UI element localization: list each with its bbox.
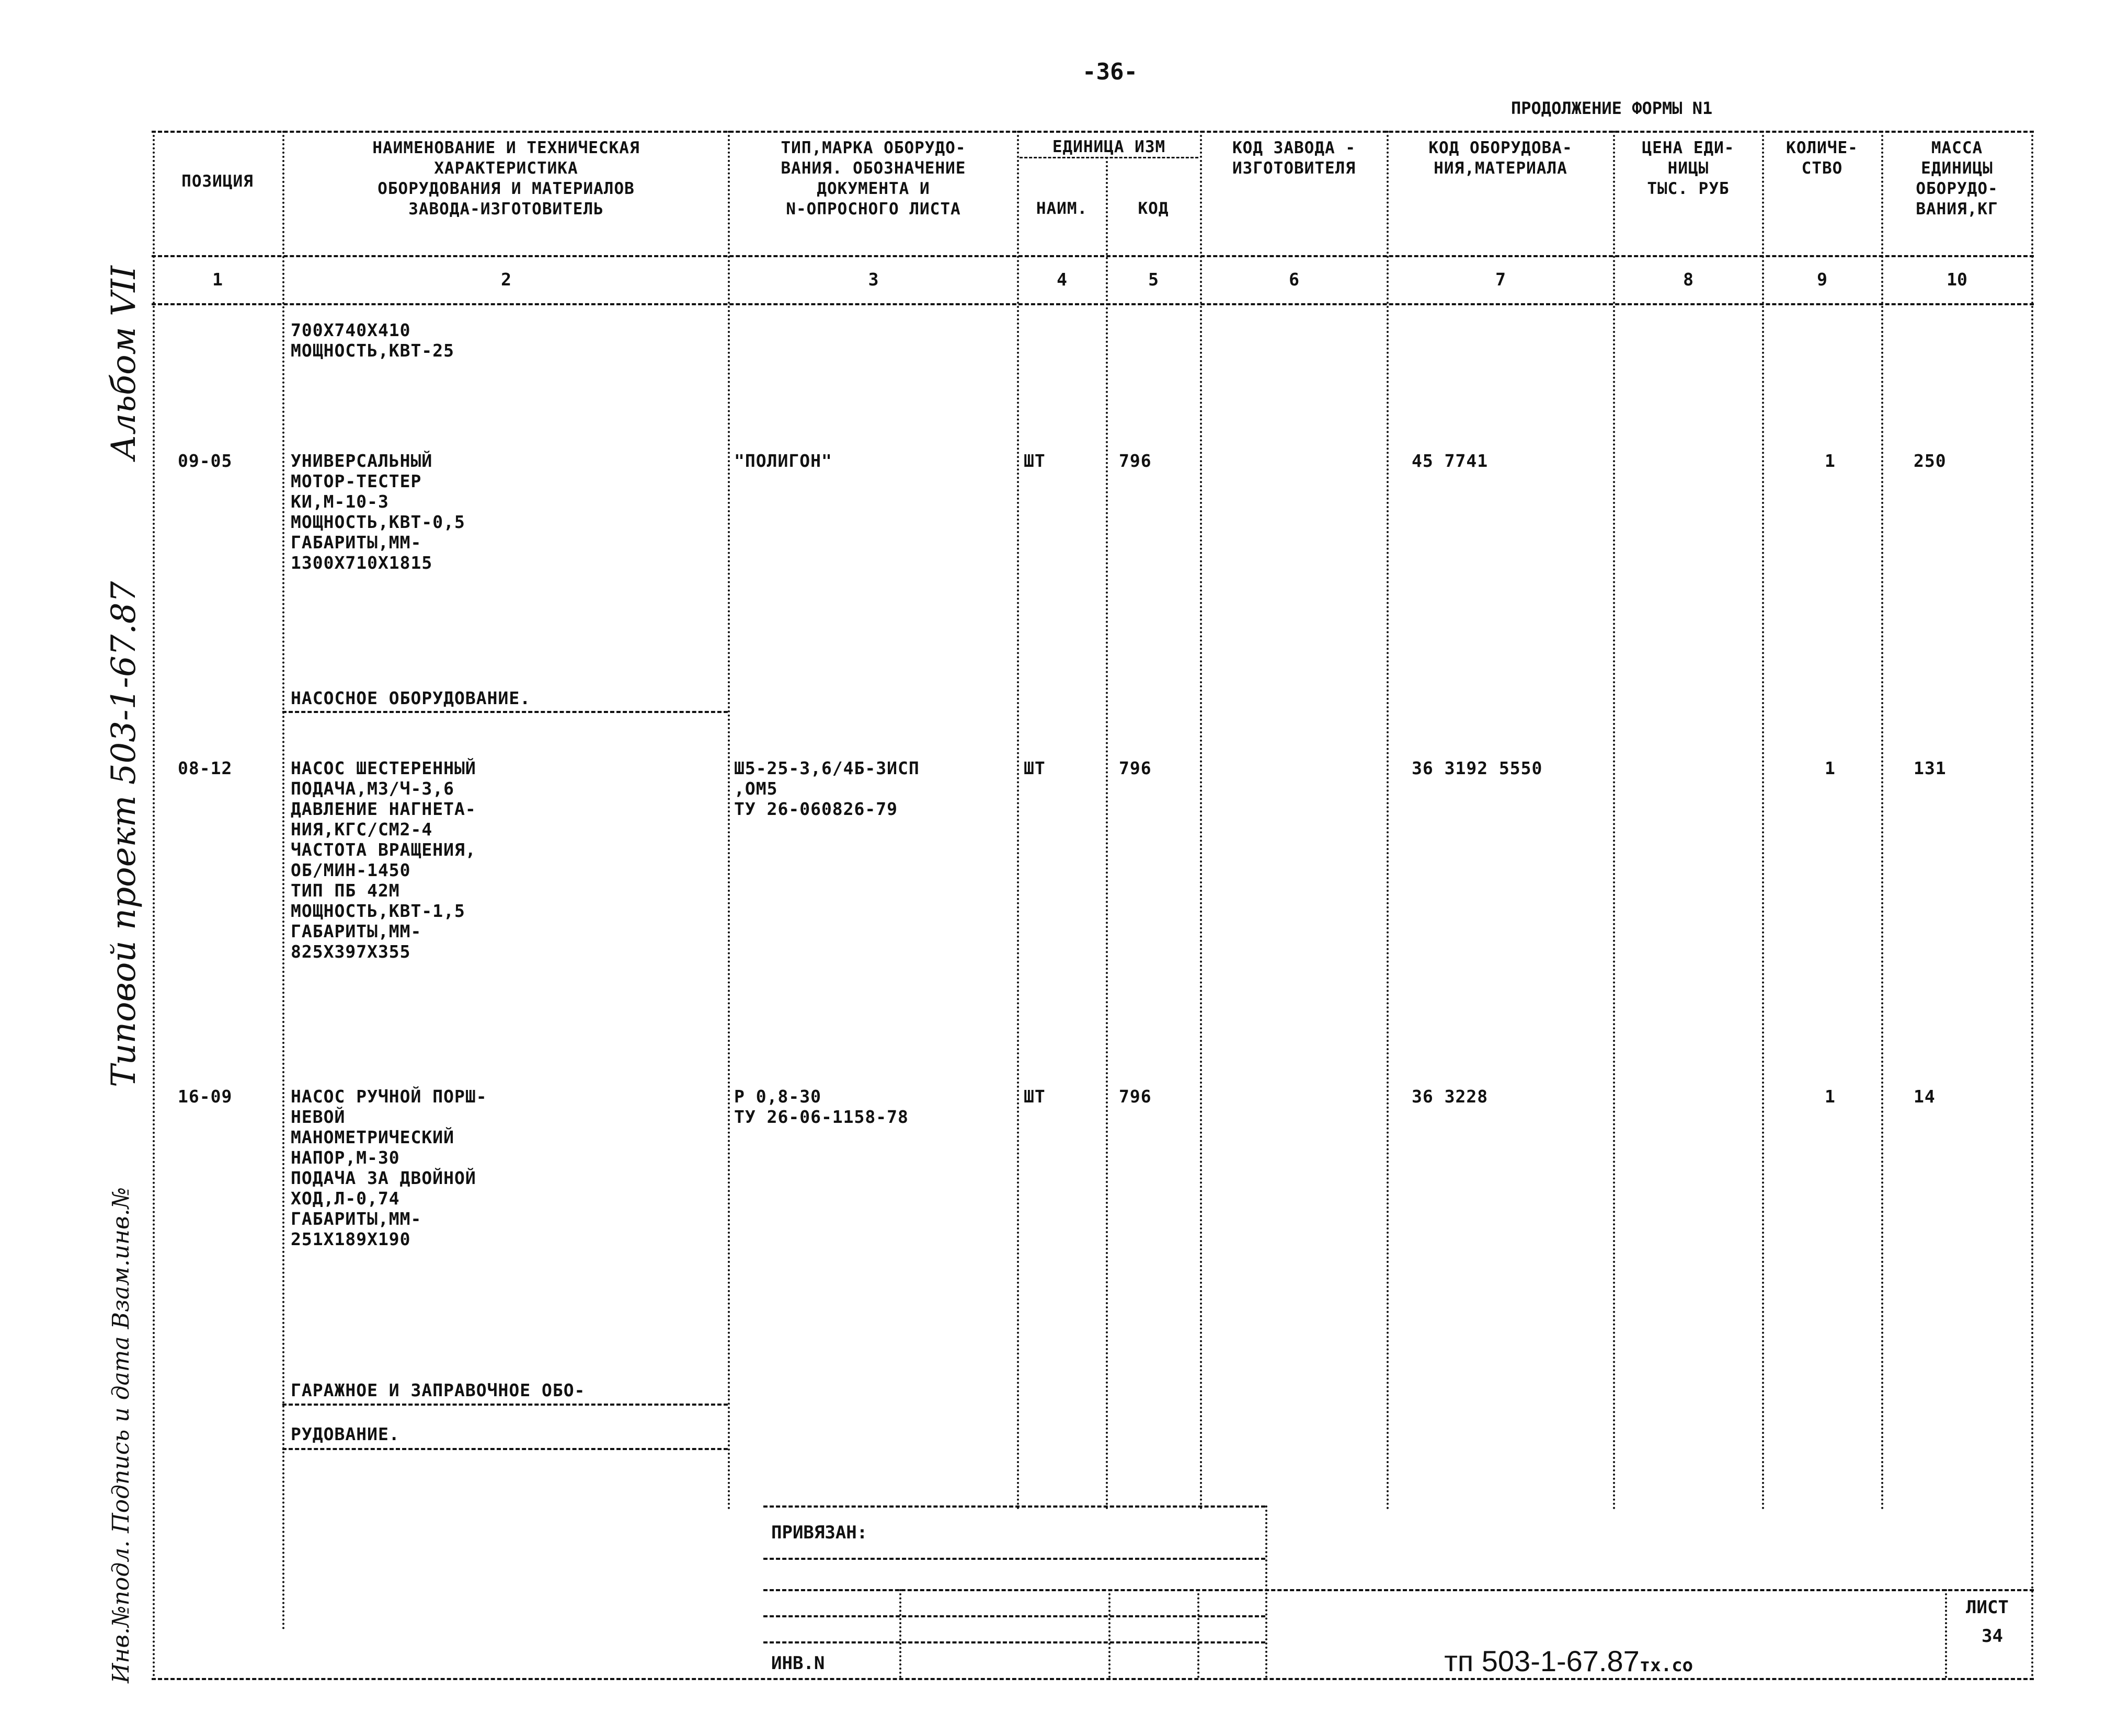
header-type: ТИП,МАРКА ОБОРУДО- ВАНИЯ. ОБОЗНАЧЕНИЕ ДОКУМЕНТА И N-ОПРОСНОГО ЛИСТА [781, 139, 966, 219]
col-num: 4 [1057, 269, 1067, 290]
header-factory-code: КОД ЗАВОДА - ИЗГОТОВИТЕЛЯ [1232, 139, 1356, 178]
side-album: Альбом VII [105, 266, 143, 460]
side-project: Типовой проект 503-1-67.87 [105, 581, 143, 1087]
header-unit-name: НАИМ. [1036, 199, 1088, 218]
page-number: -36- [1082, 59, 1138, 85]
item-name: НАСОС РУЧНОЙ ПОРШ- НЕВОЙ МАНОМЕТРИЧЕСКИЙ НАПОР,М-30 ПОДАЧА ЗА ДВОЙНОЙ ХОД,Л-0,74 ГАБАРИТЫ,ММ- 251X189X190 [291, 1086, 487, 1249]
stamp-linked: ПРИВЯЗАН: [771, 1522, 868, 1543]
sheet-code-main: тп 503-1-67.87 [1444, 1645, 1640, 1677]
sheet-code [1412, 1610, 1693, 1712]
item-type: "ПОЛИГОН" [734, 451, 832, 471]
sheet-number: 34 [1982, 1626, 2003, 1647]
section-title-cont: РУДОВАНИЕ. [291, 1424, 400, 1444]
col-num: 3 [868, 269, 879, 290]
item-equipment-code: 45 7741 [1412, 451, 1489, 471]
col-num: 1 [212, 269, 223, 290]
item-unit: ШТ [1024, 451, 1046, 471]
col-num: 9 [1817, 269, 1827, 290]
col-num: 2 [501, 269, 511, 290]
continuation-label: ПРОДОЛЖЕНИЕ ФОРМЫ N1 [1511, 98, 1713, 118]
sheet-label: ЛИСТ [1966, 1597, 2009, 1618]
item-equipment-code: 36 3228 [1412, 1086, 1489, 1107]
item-mass: 250 [1914, 451, 1947, 471]
sheet-code-suffix: тх.со [1639, 1655, 1693, 1676]
item-mass: 131 [1914, 758, 1947, 778]
col-num: 7 [1495, 269, 1506, 290]
section-title: ГАРАЖНОЕ И ЗАПРАВОЧНОЕ ОБО- [291, 1380, 586, 1400]
item-position: 09-05 [178, 451, 233, 471]
header-quantity: КОЛИЧЕ- СТВО [1786, 139, 1858, 178]
header-mass: МАССА ЕДИНИЦЫ ОБОРУДО- ВАНИЯ,КГ [1916, 139, 1998, 219]
item-quantity: 1 [1825, 451, 1836, 471]
item-type: Ш5-25-3,6/4Б-3ИСП ,ОМ5 ТУ 26-060826-79 [734, 758, 920, 819]
col-num: 5 [1148, 269, 1159, 290]
item-position: 16-09 [178, 1086, 233, 1107]
item-unit-code: 796 [1119, 1086, 1152, 1107]
item-unit-code: 796 [1119, 451, 1152, 471]
section-title: НАСОСНОЕ ОБОРУДОВАНИЕ. [291, 688, 531, 708]
item-name: НАСОС ШЕСТЕРЕННЫЙ ПОДАЧА,М3/Ч-3,6 ДАВЛЕНИЕ НАГНЕТА- НИЯ,КГС/СМ2-4 ЧАСТОТА ВРАЩЕНИЯ, ОБ/МИН-1450 ТИП ПБ 42М МОЩНОСТЬ,КВТ-1,5 ГАБАРИТЫ,ММ- 825X397X355 [291, 758, 476, 962]
side-stamp-fields: Инв.№подл. Подпись и дата Взам.инв.№ [108, 1187, 134, 1683]
item-unit: ШТ [1024, 758, 1046, 778]
col-num: 6 [1289, 269, 1299, 290]
col-num: 8 [1683, 269, 1693, 290]
item-position: 08-12 [178, 758, 233, 778]
col-num: 10 [1947, 269, 1967, 290]
stamp-inv: ИНВ.N [771, 1653, 825, 1674]
item-type: Р 0,8-30 ТУ 26-06-1158-78 [734, 1086, 909, 1127]
item-mass: 14 [1914, 1086, 1936, 1107]
header-position: ПОЗИЦИЯ [181, 172, 254, 191]
header-unit: ЕДИНИЦА ИЗМ [1052, 137, 1166, 156]
header-name: НАИМЕНОВАНИЕ И ТЕХНИЧЕСКАЯ ХАРАКТЕРИСТИКА ОБОРУДОВАНИЯ И МАТЕРИАЛОВ ЗАВОДА-ИЗГОТОВИТЕЛЬ [372, 139, 640, 219]
header-price: ЦЕНА ЕДИ- НИЦЫ ТЫС. РУБ [1642, 139, 1735, 198]
item-unit: ШТ [1024, 1086, 1046, 1107]
item-name: УНИВЕРСАЛЬНЫЙ МОТОР-ТЕСТЕР КИ,М-10-3 МОЩНОСТЬ,КВТ-0,5 ГАБАРИТЫ,ММ- 1300X710X1815 [291, 451, 465, 573]
item-quantity: 1 [1825, 1086, 1836, 1107]
item-quantity: 1 [1825, 758, 1836, 778]
item-equipment-code: 36 3192 5550 [1412, 758, 1543, 778]
header-equipment-code: КОД ОБОРУДОВА- НИЯ,МАТЕРИАЛА [1428, 139, 1573, 178]
header-unit-code: КОД [1138, 199, 1169, 218]
item-unit-code: 796 [1119, 758, 1152, 778]
item-name: 700X740X410 МОЩНОСТЬ,КВТ-25 [291, 320, 455, 361]
